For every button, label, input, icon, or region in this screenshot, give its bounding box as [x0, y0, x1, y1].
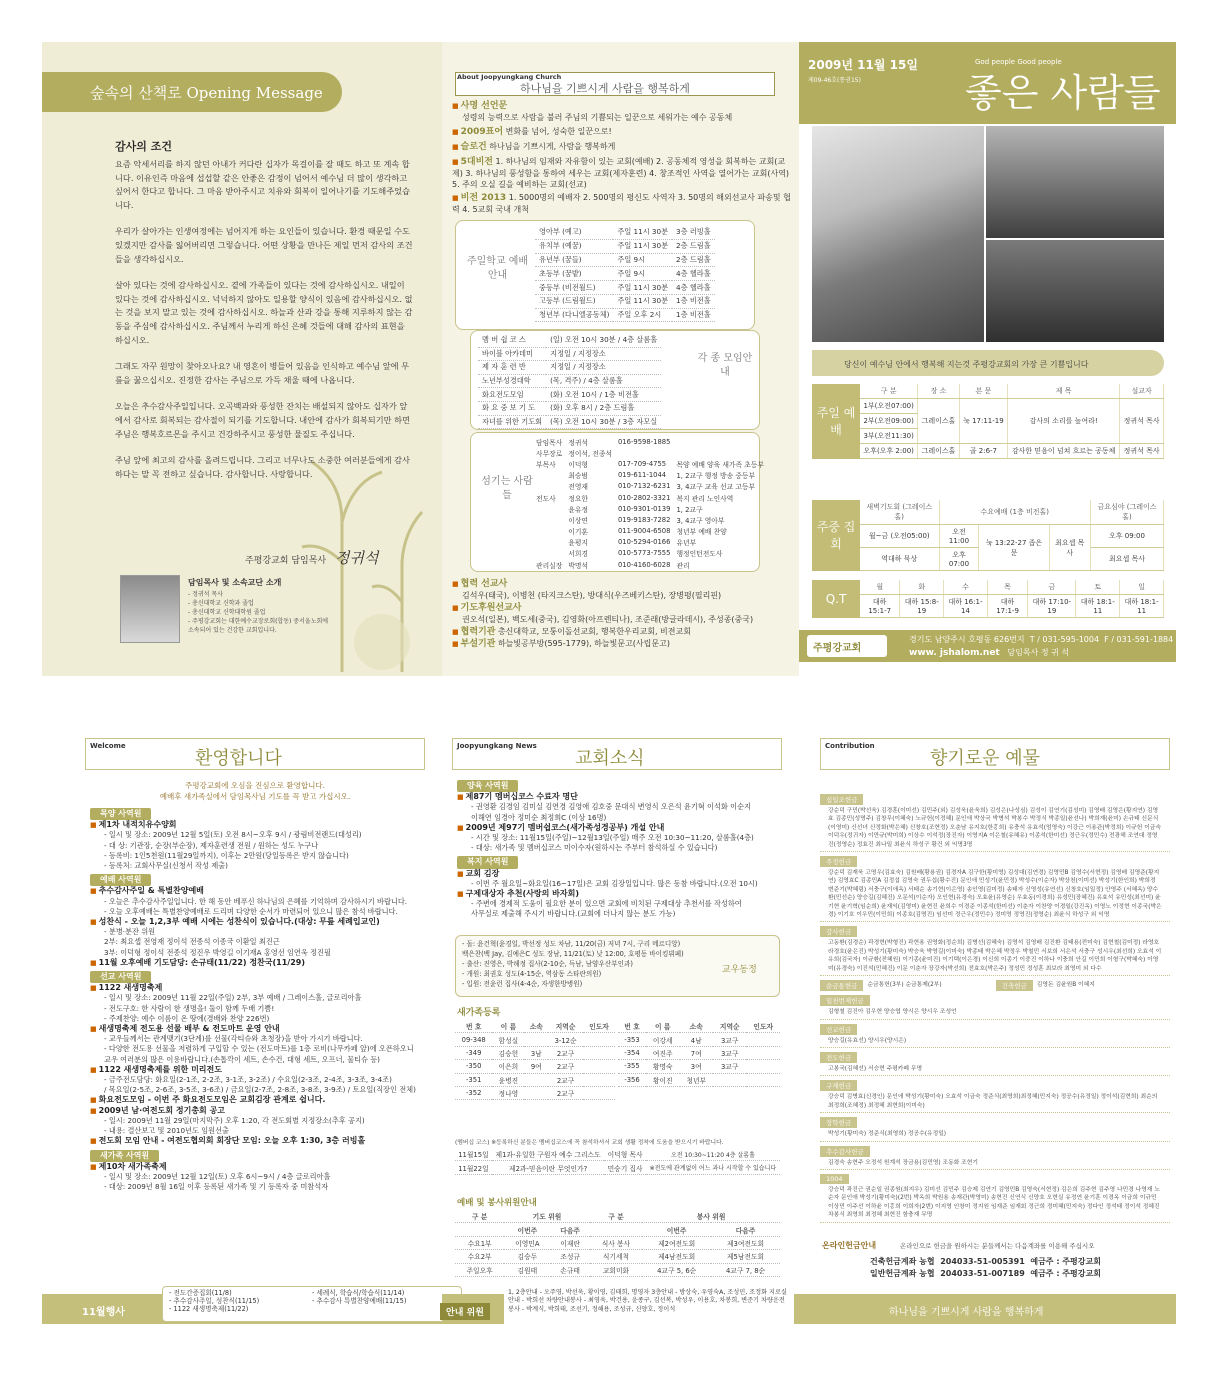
newcomers-title: 새가족등록: [457, 1008, 501, 1018]
news-content: 양육 사역원 ■ 제87기 멤버십코스 수료자 명단 - 권영환 김경임 김미실 김연경 김영애 김호중 문대식 변영식 오은석 윤기혁 이석화 이순지 이해연 임경아 정미순 최정희C (이상 16명) ■ 2009년 제97기 멤버쉽코스(새가족성경공부) 개설 안내 - 시간 및 장소: 11월15일(주일)~12월13일(주일) 매주 오전 10:30~11:20, 살롬홀(4층) - 대상: 새가족 및 멤버십코스 미이수자(원하시는 주부터 참석하실 수 있습니다) 복지 사역원 ■ 교회 김장 - 이번 주 월요일~화요일(16~17일)은 교회 김장일입니다. 많은 동참 바랍니다.(오전 10시) ■ 구제대상자 추천(사랑의 바자회) - 주변에 경제적 도움이 필요한 분이 있으면 교회에 비치된 구제대상 추천서를 작성하여 사무실로 제출해 주시기 바랍니다.(교회에 더나지 않는 분도 가능): [457, 781, 758, 919]
table-row: -356 황이진 청년부: [618, 1073, 780, 1086]
about-section-vision: ■ 5대비전 1. 하나님의 임재와 자유함이 있는 교회(예배) 2. 공동체적 영성을 회복하는 교회(교제) 3. 하나님의 풍성함을 통하여 세우는 교회(제자훈련) 4. 창조적인 사역을 열어가는 교회(사역) 5. 주의 오실 길을 예비하는 교회(선교): [452, 157, 790, 189]
meetings-title: 각 종 모임안내: [697, 353, 753, 378]
newcomers-left: 번 호 이 름 소속 지역순 인도자 09-348 함성실 3-12순 -349 김승헌 3남 2교구 -350 이은희 9여 2교구 -351 윤병진 2교구 -352 정나영 2교구: [455, 1020, 615, 1100]
group-head: 예배 사역원: [90, 874, 151, 886]
about-label: About Joopyungkang Church: [457, 73, 562, 81]
pastor-info-line: - 주평강교회는 대한예수교장로회(합동) 중서울노회에: [188, 618, 329, 625]
bullet-icon: ■: [452, 158, 459, 166]
table-row: 담임목사 정귀석 016-9598-1885: [536, 437, 671, 447]
sympathy-title: 교우동정: [722, 965, 757, 975]
about-slogan: 하나님을 기쁘시게 사람을 행복하게: [520, 82, 690, 95]
table-row: 2부(오전09:00): [812, 414, 1164, 429]
table-row: 유치부 (예꿈) 주일 11시 30분 2층 드림홀: [535, 239, 715, 253]
news-title: 교회소식: [575, 748, 645, 769]
contribution-list: 십일조헌금 강순덕 구민(박선욱) 김경훈(이미선) 김민주(외) 김성욱(윤욱희) 김성은(나성심) 김성이 김연기(김성미) 김영배 김영은(황지연) 김영효 김종민(성명주) 김창무(이혜숙) 노규헌(이정혜) 문인애 박상국 박병석 박봉수 박정식 박종일(윤선나) 박희재(윤미) 손규태 신문식(이영미) 신선녀 신정화(박은혜) 신창호(조현정) 오춘남 유지호(한홍희) 유충석 유효석(엄영숙) 이강근 이용관(박정희) 이규헌 이금숙 이덕우(정귀자) 이만규(박미희) 이상수 이석정(장진자) 이영지A 이은철(유혜유) 이종석(한미선) 정근우(정민수) 전광해 조연대 정영진(정영순) 정효진 최나일 최윤식 하성구 황건 외 익명3명 주정헌금 강순덕 김재욱 고명우(김효숙) 김원배(황용권) 김경자A 김구한(황미영) 김성대(김연경) 김영민B 김영수(서현정) 김영배 김영준(황지연) 김영효C 김종민A 김정섭 김영숙 권두섭(황수진) 문인애 민성기(윤민정) 박성수(이순자) 박상천(이미선) 박성기(한인희) 박희정 변준기(박혜림) 서충구(이애옥) 서태순 송기현(이은영) 송인영(김미정) 송태자 신영성(유연선) 신창호(임일정) 안영주 (서혜옥) 양수환(민선순) 양승길(김혜진) 오문석(이순자) 오인현(유경숙) 오효윤(유영순) 우효동(이경희) 유성민(장혜진) 유효석 유민성(최선미) 윤기현 윤기혁(임순희) 윤재익(김영미) 윤현진 윤희수 이경준 이종석(한미선) 이춘자 이찬양 이경일(강진옥) 이영노 이정현 이종국(박은경) 이기호 이우민(이민희) 이종호(김명진) 임선미 정근우(정민수) 정미영 정영진(정영순) 최윤식 하성구 외 익명 감사헌금 고동환(김경순) 곽경현(박형진) 곽현용 권영화(정순희) 김병선(김혜숙) 김영석 김영배 김진환 김태용(전미숙) 김현철(김미정) 라영호 라경호(윤은진) 박성기(황미숙) 박승욱 박영길(이미숙) 박종태 박은혜 박정우 박철민 서보희 서은석 서충구 성시우(최선희) 오효석 이유희(김국자) 이규환(전혜원) 이기종(윤미진) 이기택(이은경) 이신희 이종기 이중진 이하나 이충희 안길 이민희 이형구(박혜숙) 이영미(유경숙) 이진석(민혜진) 이문 이춘자 장강자(박선희) 전효호(박은주) 정성민 정성훈 최보라 최영미 외 다수 순금통헌금 순금통헌(3부) 순금통제(2부) 건축헌금 김영돈 김윤원B 이혜지 일천번제헌금 김형철 김진아 김우현 양승엽 양시은 양시우 조성언 선교헌금 양승길(유효선) 양시우(양시은) 전도헌금 고봉국(김혜선) 서승현 주평카페 무명 구제헌금 강승덕 김병효(신경인) 문인애 박성기(황미숙) 오효석 이금숙 정준식(최영희)최정혜(민지숙) 정공수(유정일) 정이석(김현희) 최순의 최정희(조혜정) 최정혜 최현희(이미숙) 장학헌금 박성기(황미숙) 정준식(최영희) 정공수(유정일) 추수감사헌금 김경숙 송현주 오정석 원계석 장금용(김민영) 조동화 조현기 1004 강승덕 곽진근 권순일 권종원(최지우) 김미선 김민주 김승제 김연기 김영민B 김영숙(서현정) 김은희 김주현 김주영 나민경 나영재 노순자 문인애 박성기(황미숙)(2번) 박옥희 박원용 송재관(박영미) 송현진 신연식 신양호 오현실 유정연 윤기훈 이경옥 이금희 이규민 이상민 이주선 이하윤 이홍희 이희자(2번) 이지영 인창미 정지원 임재준 임재회 정근희 정미혜(민지숙) 정다인 정석태 정이석 정혜진 차봉식 최영희 최정혜 최현진 함충재 무명: [820, 790, 1170, 1223]
masthead-title: 좋은 사람들: [965, 71, 1161, 115]
opening-paragraph: 주님 앞에 최고의 감사를 올려드립니다. 그리고 너무나도 소중한 여러분들에게 감사하다는 말 꼭 전하고 싶습니다. 감사합니다. 사랑합니다.: [115, 455, 410, 479]
table-row: 고등부 (드림월드) 주일 11시 30분 1층 비전홀: [535, 294, 715, 308]
opening-body: [115, 158, 415, 494]
website-link[interactable]: www. jshalom.net: [909, 648, 1000, 658]
opening-signature: [245, 547, 378, 568]
table-row: 노년부성경대학 (목, 격주) / 4층 살롬홀: [478, 374, 661, 388]
table-row: 3부(오전11:30): [812, 429, 1164, 444]
table-row: 11월22일 제2과-믿음이란 무엇인가? 민승기 집사 ※전도에 관계없이 어느 과나 시작할 수 있습니다: [455, 1161, 780, 1174]
welcome-label: Welcome: [90, 742, 126, 750]
group-head: 목양 사역원: [90, 808, 151, 820]
bullet-icon: ■: [452, 143, 459, 151]
table-row: 서희경 010-5773-7555 행정인턴전도사: [568, 549, 723, 559]
welcome-footer: 11월행사 - 전도간증집회(11/8) - 추수감사주일, 성찬식(11/15) - 1122 새생명축제(11/22) - 세례식, 학습식/학습식(11/14) - 추수감사 특별찬양예배(11/15): [42, 1294, 442, 1324]
pastor-info-title: 담임목사 및 소속교단 소개: [188, 578, 282, 587]
qt-table: Q.T 월 화 수 목 금 토 일 대하 15:1-7 대하 15:8-19 대하 16:1-14 대하 17:1-9 대하 17:10-19 대하 18:1-11 대하 18:1-11: [812, 580, 1164, 618]
table-row: 제 자 훈 련 반 지정일 / 지정장소: [478, 361, 661, 375]
sunday-school-table: [535, 226, 715, 322]
table-row: 영아부 (예고) 주일 11시 30분 3층 러빙홀: [535, 226, 715, 239]
staff-title: 섬기는 사람들: [481, 476, 533, 501]
opening-paragraph: 요즘 악세서리를 하지 않던 아내가 커다란 십자가 목걸이를 잘 때도 하고 또 계속 합니다. 이유인즉 마음에 섭섭할 같은 안좋은 감정이 넘어서 예수님 더 많이 생각하고 싶어서 한다고 합니다. 그 마음 받아주시고 치유와 회복이 일어나기를 기도해주었습니다.: [115, 159, 410, 210]
bullet-icon: ■: [452, 580, 459, 588]
contribution-footer: 하나님을 기쁘시게 사람을 행복하게: [799, 1294, 1176, 1324]
online-giving-desc: 온라인으로 헌금을 원하시는 분들께서는 다음계좌를 이용해 주십시오: [900, 1242, 1095, 1250]
sympathy-box: - 돌: 윤건혁(윤경일, 박선정 성도 차남, 11/20(금) 저녁 7시, 구리 메르디앙) 백은찬(백 Jay, 김예은C 성도 장남, 11/21(토) 낮 12:00, 호평동 바이킹뷔페) - 출산: 진영은, 박해정 집사(2-10순, 득남, 남양우산부인과) - 개원: 최권호 성도(4-15순, 역삼동 스타란의원) - 입원: 전윤런 집사(4-4순, 자생한방병원): [455, 935, 780, 997]
pastor-info-line: - 정귀석 목사: [188, 591, 223, 598]
table-row: 관리실장 박명석 010-4160-6028 관리: [536, 560, 690, 570]
table-row: 최승범 019-611-1044 1, 2교구 행정 방송 중등부: [568, 471, 756, 481]
contact-address-line: 경기도 남양주시 호평동 626번지 T / 031-595-1004 F / 031-591-1884: [909, 635, 1174, 644]
table-row: 오후(오후 2:00) 그레이스홀 골 2:6-7 감사한 믿음이 넘쳐 흐르는 공동체 정귀석 목사: [812, 444, 1164, 459]
church-building-photo: [812, 126, 984, 342]
bullet-icon: ■: [452, 628, 459, 636]
pastor-info-line: 소속되어 있는 건강한 교회입니다.: [188, 627, 277, 634]
issue-number: 제09-46호(통권15): [808, 77, 861, 84]
welcome-content: 목양 사역원 ■ 제1차 내적치유수양회 - 일시 및 장소: 2009년 12월 5일(토) 오전 8시~오후 9시 / 광림비전랜드(대성리) - 대 상: 기관장, 순장(부순장), 제자훈련생 전원 / 원하는 성도 누구나 - 등록비: 1인5천원(11월29일까지), 이후는 2만원(당일등록은 받지 않습니다) - 등록처: 교회사무실(신청서 작성 제출) 예배 사역원 ■ 추수감사주일 & 특별찬양예배 - 오늘은 추수감사주일입니다. 한 해 동안 베푸신 하나님의 은혜를 기억하며 감사하시기 바랍니다. - 오늘 오후예배는 특별찬양예배로 드리며 다양한 순서가 마련되어 있으니 많은 참석 바랍니다. ■ 성찬식 - 오늘 1,2,3부 예배 시에는 성찬식이 있습니다.(대상: 무릎 세례입교인) - 분병·분잔 위원 2부: 최요셉 전영재 정이석 전종석 이종국 이환일 최진근 3부: 이덕형 정이석 전종석 정진우 박영길 이기재A 홍영선 임연욱 정진필 ■ 11월 오후예배 기도담당: 손규태(11/22) 정찬국(11/29) 선교 사역원 ■ 1122 새생명축제 - 일시 및 장소: 2009년 11월 22일(주일) 2부, 3부 예배 / 그레이스홀, 글로리아홀 - 전도구호: 한 사람이 한 생명을! 둘이 함께 두배 기쁨! - 주제찬양: 예수 이름이 온 땅에(경배와 찬양 226번) ■ 새생명축제 전도용 선물 배부 & 전도마트 운영 안내 - 교우들께서는 관계맺기(3단계)를 선물(각티슈와 초청장)을 받아 가시기 바랍니다. - 다양한 전도용 선물을 저렴하게 구입할 수 있는 (전도마트)를 1층 로비(나무카페 앞)에 오픈하오니 교우 여러분의 많은 이용바랍니다.(손톱깍이 세트, 손수건, 대형 세트, 오프너, 물티슈 등) ■ 1122 새생명축제를 위한 미리전도 - 금주전도담당: 화요일(2-1조, 2-2조, 3-1조, 3-2조) / 수요일(2-3조, 2-4조, 3-3조, 3-4조) / 목요일(2-5조, 2-6조, 3-5조, 3-6조) / 금요일(2-7조, 2-8조, 3-8조, 3-9조) / 토요일(직장인 전체) ■ 화요전도모임 - 이번 주 화요전도모임은 교회김장 관계로 쉽니다. ■ 2009년 남·여전도회 정기총회 공고 - 일시: 2009년 11월 29일(마지막주) 오후 1:20, 각 전도회별 지정장소(추후 공지) - 내용: 결산보고 및 2010년도 임원선출 ■ 전도회 모임 안내 - 여전도협의회 회장단 모임: 오늘 오후 1:30, 3층 러빙홀 새가족 사역원 ■ 제10차 새가족축제 - 일시 및 장소: 2009년 12월 12일(토) 오후 6시~9시 / 4층 글로리아홀 - 대상: 2009년 8월 16일 이후 등록된 새가족 및 기 등록자 중 미참석자: [90, 809, 416, 1192]
welcome-intro: 주평강교회에 오심을 진심으로 환영합니다. 예배후 새가족실에서 담임목사님 기도를 꼭 받고 가십시오.: [159, 781, 351, 801]
table-row: -349 김승헌 3남 2교구: [455, 1046, 615, 1059]
table-row: 수요2부 김승두 조성규 식기세척 제4남전도회 제5남전도회: [455, 1250, 780, 1263]
table-row: 바이블 아카데미 지정일 / 지정장소: [478, 347, 661, 361]
table-row: 대하 15:1-7 대하 15:8-19 대하 16:1-14 대하 17:1-9 대하 17:10-19 대하 18:1-11 대하 18:1-11: [812, 595, 1164, 618]
welcome-tagline: 당신이 예수님 안에서 행복해 지는것 주평강교회의 가장 큰 기쁨입니다: [812, 350, 1164, 376]
church-logo: 주평강교회: [813, 643, 862, 654]
contact-web-line: www. jshalom.net 담임목사 정 귀 석: [909, 648, 1070, 658]
qt-label: Q.T: [812, 580, 860, 618]
about-section-motto: ■ 2009표어 변화를 넘어, 성숙한 일꾼으로!: [452, 127, 612, 137]
table-row: -352 정나영 2교구: [455, 1086, 615, 1099]
pastor-info: [188, 578, 338, 635]
worship-table: 주일 예배 구 분 장 소 본 문 제 목 설교자 1부(오전07:00) 그레이스홀 눅 17:11-19 감사의 소리를 높여라! 정귀석 목사 2부(오전09:00) 3부(오전11:30) 오후(오후 2:00) 그레이스홀 골 2:6-7 감사한 믿음이 넘쳐 흐르는 공동체 정귀석 목사: [812, 384, 1164, 459]
table-row: 이기훈 011-9004-6508 청년부 예배 찬양: [568, 527, 727, 537]
newcomers-right: 번 호 이 름 소속 지역순 인도자 -353 이강세 4남 3교구 -354 여진주 7여 3교구 -355 황명숙 3여 3교구 -356 황이진 청년부: [618, 1020, 780, 1087]
pastor-photo: [120, 575, 180, 643]
table-row: -351 윤병진 2교구: [455, 1073, 615, 1086]
pastor-info-line: - 총신대학교 신학과 졸업: [188, 600, 254, 607]
opening-paragraph: 살아 있다는 것에 감사하십시오. 곁에 가족들이 있다는 것에 감사하십시오. 내일이 있다는 것에 감사하십시오. 넉넉하지 않아도 일용할 양식이 있음에 감사하십시오. 없는 것을 보지 말고 있는 것에 감사하십시오. 하늘과 산과 강을 통해 지루하지 않는 감동을 주심에 감사하십시오. 주님께서 누리게 하신 은혜 것들에 대해 감사의 표현을 하십시오.: [115, 280, 413, 345]
group-head: 선교 사역원: [90, 971, 151, 983]
table-row: 전영재 010-7132-6231 3, 4교구 교육 선교 고등부: [568, 482, 756, 492]
contribution-label: Contribution: [825, 742, 875, 750]
table-row: 사무장로 정이석, 전종석: [536, 449, 612, 458]
table-row: 화 요 중 보 기 도 (화) 오후 8시 / 2층 드림홀: [478, 401, 661, 415]
membership-table: [455, 1148, 780, 1175]
table-row: 09-348 함성실 3-12순: [455, 1033, 615, 1046]
table-row: 윤유정 010-9301-0139 1, 2교구: [568, 504, 703, 514]
choir-photo: [986, 240, 1164, 342]
weekday-label: 주중 집회: [812, 500, 860, 571]
table-row: 11월15일 제1과-유일한 구원자 예수 그리스도 이덕형 목사 오전 10:30~11:20 4층 살롬홀: [455, 1148, 780, 1161]
table-row: 화요전도모임 (화) 오전 10시 / 1층 비전홀: [478, 388, 661, 402]
weekday-table: 주중 집회 새벽기도회 (그레이스홀) 수요예배 (1층 비전홀) 금요심야 (그레이스홀) 월~금 (오전05:00) 오전11:00 눅 13:22-27 좁은 문 최요셉 목사 오후 09:00 역대하 묵상 오후07:00 최요셉 목사: [812, 500, 1164, 571]
news-footer: 안내 위원 1, 2층안내 - 오주영, 박선욱, 황이영, 김태희, 명영자 3층안내 - 방상숙, 우영숙A, 조성민, 조정화 지로실안내 - 박희선 차량안내봉사 - 최영욱, 박건용, 윤종구, 김선복, 박성우, 이용호, 차봉희, 변준기 차량운전봉사 - 박계식, 박희태, 조선기, 정해용, 조성규, 신양호, 정이석: [442, 1294, 799, 1324]
table-row: 청년부 (다니엘공동체) 주일 오후 2시 1층 비전홀: [535, 308, 715, 322]
meetings-table: [478, 334, 661, 429]
contact-band: [799, 630, 1176, 662]
table-row: -355 황명숙 3여 3교구: [618, 1060, 780, 1073]
table-row: 중등부 (비전월드) 주일 11시 30분 4층 헬라홀: [535, 281, 715, 295]
table-row: 주일오후 김원태 손규태 교회미화 4교구 5, 6순 4교구 7, 8순: [455, 1263, 780, 1276]
duty-table: 구 분 기도 위원 구 분 봉사 위원 이번주 다음주 이번주 다음주 수요1부 이영민A 이재란 식사 봉사 제2여전도회 제3여전도회 수요2부 김승두 조성규 식기세척 제4남전도회 제5남전도회 주일오후 김원태 손규태 교회미화 4교구 5, 6순 4교구 7, 8순: [455, 1210, 780, 1277]
opening-paragraph: 우리가 살아가는 인생여정에는 넘어지게 하는 요인들이 있습니다. 환경 때문일 수도 있겠지만 감사를 잃어버리면 그렇습니다. 어떤 상황을 만나든 제일 먼저 감사의 조건들을 생각하십시오.: [115, 226, 413, 264]
table-row: 1부(오전07:00) 그레이스홀 눅 17:11-19 감사의 소리를 높여라! 정귀석 목사: [812, 399, 1164, 414]
pastor-info-line: - 총신대학교 신학대학원 졸업: [188, 609, 266, 616]
table-row: 이상연 019-9183-7282 3, 4교구 영아부: [568, 515, 725, 525]
bullet-icon: ■: [452, 640, 459, 648]
duty-title: 예배 및 봉사위원안내: [457, 1198, 537, 1208]
table-row: 유년부 (꿈들) 주일 9시 2층 드림홀: [535, 253, 715, 267]
issue-date: 2009년 11월 15일: [808, 58, 918, 72]
welcome-title: 환영합니다: [195, 748, 282, 769]
table-row: 월~금 (오전05:00) 오전11:00 눅 13:22-27 좁은 문 최요셉 목사 오후 09:00: [812, 525, 1164, 548]
opening-paragraph: 오늘은 추수감사주일입니다. 오곡백과와 풍성한 잔치는 배설되지 않아도 십자가 앞에서 감사로 회복되는 감사절이 되기를 기도합니다. 내안에 감사가 회복되기만 하면 주님은 행복호르몬을 주시고 건강하주시고 풍성한 물질도 주십니다.: [115, 401, 410, 439]
group-head: 새가족 사역원: [90, 1150, 159, 1162]
about-section-vision2013: ■ 비전 2013 1. 5000명의 예배자 2. 500명의 평신도 사역자 3. 50명의 해외선교사 파송및 협력 4. 5교회 국내 개척: [452, 193, 791, 214]
sign-name: 정귀석: [334, 549, 379, 567]
news-label: Joopyungkang News: [457, 742, 537, 750]
table-row: 초등부 (꿈밭) 주일 9시 4층 헬라홀: [535, 267, 715, 281]
sunday-school-title: 주일학교 예배안내: [466, 256, 529, 281]
sign-label: 주평강교회 담임목사: [245, 556, 327, 566]
contribution-title: 향기로운 예물: [930, 748, 1041, 769]
online-giving-title: 온라인헌금안내: [822, 1241, 877, 1250]
about-section-mission: ■ 사명 선언문 성령의 능력으로 사람을 불러 주님의 기쁨되는 일꾼으로 세워가는 예수 공동체: [452, 101, 733, 122]
masthead-subtitle: God people Good people: [975, 58, 1062, 66]
table-row: -350 이은희 9여 2교구: [455, 1060, 615, 1073]
sunday-worship-label: 주일 예배: [812, 384, 860, 459]
table-row: 전도사 정요한 010-2802-3321 복지 관리 노인사역: [536, 493, 734, 503]
mission-list: ■ 협력 선교사 김석우(태국), 이병천 (타지크스탄), 방대식(우즈베키스탄), 장병평(필리핀) ■ 기도후원선교사 권오석(일본), 백도세(중국), 김영화(아프렌티나), 조준래(방글라데시), 주성종(중국) ■ 협력기관 총신대학교, 모퉁이돌선교회, 행복한우리교회, 비젼교회 ■ 부설기관 하늘빛공부방(595-1779), 하늘빛문고(사립문고): [452, 579, 754, 649]
bullet-icon: ■: [452, 604, 459, 612]
congregation-photo: [986, 126, 1164, 238]
table-row: 멤 버 쉽 코 스 (일) 오전 10시 30분 / 4층 살롬홀: [478, 334, 661, 347]
bullet-icon: ■: [452, 102, 459, 110]
table-row: 부목사 이덕형 017-709-4755 목양 예배 양육 새가족 초등부: [536, 459, 764, 469]
table-row: 윤평지 010-5294-0166 유년부: [568, 538, 697, 548]
staff-table: [533, 436, 767, 570]
table-row: -353 이강세 4남 3교구: [618, 1033, 780, 1046]
table-row: 수요1부 이영민A 이재란 식사 봉사 제2여전도회 제3여전도회: [455, 1236, 780, 1249]
opening-banner: 숲속의 산책로 Opening Message: [42, 72, 342, 112]
opening-paragraph: 그래도 자꾸 원망이 찾아오나요? 내 영혼이 병들어 있음을 인식하고 예수님 앞에 무릎을 꿇으십시오. 진정한 감사는 주님으로 가득 채울 때에 나옵니다.: [115, 361, 410, 385]
about-section-slogan: ■ 슬로건 하나님을 기쁘시게, 사람을 행복하게: [452, 142, 616, 152]
membership-note: (멤버십 코스) ※등록하신 분들은 멤버십코스에 꼭 참석하셔서 교회 생활 정착에 도움을 받으시기 바랍니다.: [455, 1140, 724, 1146]
table-row: 역대하 묵상 오후07:00 최요셉 목사: [812, 548, 1164, 571]
table-row: 자녀를 위한 기도회 (목) 오전 10시 30분 / 3층 자모실: [478, 415, 661, 429]
table-row: -354 여진주 7여 3교구: [618, 1046, 780, 1059]
opening-title: 감사의 조건: [115, 140, 172, 153]
accounts: 건축헌금계좌 농협 204033-51-005391 예금주 : 주평강교회 일반헌금계좌 농협 204033-51-007189 예금주 : 주평강교회: [870, 1257, 1101, 1278]
bullet-icon: ■: [452, 128, 459, 136]
bullet-icon: ■: [452, 194, 459, 202]
